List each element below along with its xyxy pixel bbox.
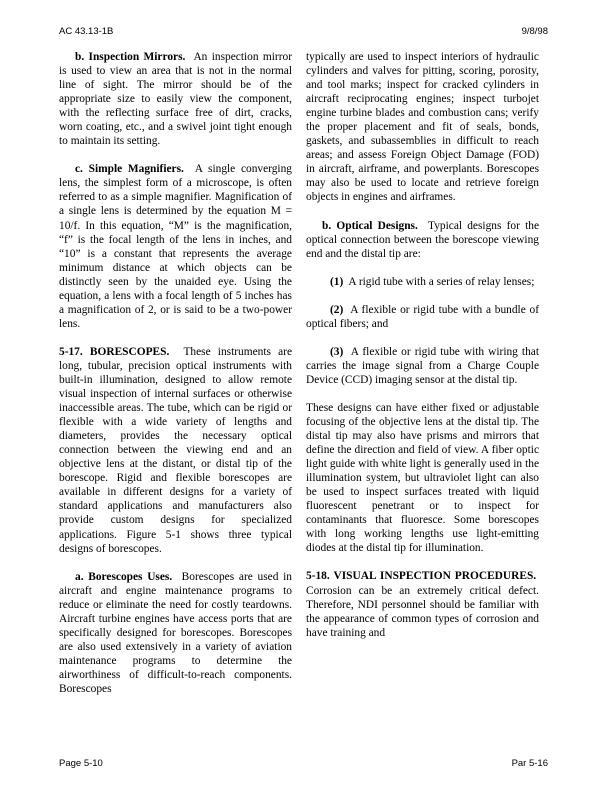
paragraph-heading: b. Optical Designs. (322, 219, 418, 232)
left-column (59, 50, 292, 710)
paragraph-text: Borescopes are used in aircraft and engine maintenance programs to reduce or eliminate the need for costly teardowns. Aircraft turbine engines have access ports that are specifically designed for borescopes. Borescopes are also used extensively in a variety of aviation maintenance programs to determine the airworthiness of difficult-to-reach components. Borescopes (59, 570, 292, 695)
list-item-relay-lenses (306, 275, 539, 289)
paragraph-reference: Par 5-16 (511, 758, 548, 769)
paragraph-text: An inspection mirror is used to view an area that is not in the normal line of sight. The mirror should be of the appropriate size to easily view the component, with the reflecting surface free of dirt, cracks, worn coating, etc., and a swivel joint tight enough to maintain its setting. (59, 51, 292, 148)
paragraph-inspection-mirrors (59, 50, 292, 148)
document-date: 9/8/98 (521, 26, 548, 37)
list-text: A rigid tube with a series of relay lenses; (348, 275, 535, 288)
paragraph-heading: c. Simple Magnifiers. (75, 163, 184, 176)
list-text: A flexible or rigid tube with wiring that carries the image signal from a Charge Couple Device (CCD) imaging sensor at the distal tip. (306, 345, 539, 386)
section-heading: 5-17. BORESCOPES. (59, 345, 170, 358)
list-number: (1) (330, 275, 344, 288)
paragraph-text: Typical designs for the optical connection between the borescope viewing end and the distal tip are: (306, 219, 540, 260)
right-column (306, 50, 539, 654)
paragraph-simple-magnifiers (59, 162, 292, 331)
paragraph-optical-designs (306, 219, 539, 261)
section-visual-inspection-procedures (306, 569, 539, 639)
paragraph-text: A single converging lens, the simplest form of a microscope, is often referred to as a simple magnifier. Magnification of a single lens is determined by the equation M = 10/f. In this equation, “M” is the magnification, “f” is the focal length of the lens in inches, and “10” is a constant that represents the average minimum distance at which objects can be distinctly seen by the unaided eye. Using the equation, a lens with a focal length of 5 inches has a magnification of 2, or is said to be a two-power lens. (59, 163, 292, 330)
paragraph-borescopes-uses (59, 570, 292, 696)
list-number: (2) (330, 303, 344, 316)
list-item-ccd-sensor (306, 345, 539, 387)
list-item-optical-fibers (306, 303, 539, 331)
paragraph-text: These designs can have either fixed or adjustable focusing of the objective lens at the distal tip. The distal tip may also have prisms and mirrors that define the direction and field of view. A fiber optic light guide with white light is generally used in the illumination system, but ultraviolet light can also be used to inspect surfaces treated with liquid fluorescent penetrant or to inspect for contaminants that fluoresce. Some borescopes with long working lengths use light-emitting diodes at the distal tip for illumination. (306, 401, 539, 555)
page-number: Page 5-10 (59, 758, 103, 769)
section-borescopes (59, 345, 292, 556)
list-number: (3) (330, 345, 344, 358)
paragraph-heading: a. Borescopes Uses. (75, 570, 173, 583)
paragraph-text: These instruments are long, tubular, precision optical instruments with built-in illumination, designed to allow remote visual inspection of internal surfaces or otherwise inaccessible areas. The tube, which can be rigid or flexible with a wide variety of lengths and diameters, provides the necessary optical connection between the viewing end and an objective lens at the distant, or distal tip of the borescope. Rigid and flexible borescopes are available in different designs for a variety of standard applications and manufacturers also provide custom designs for specialized applications. Figure 5-1 shows three typical designs of borescopes. (59, 345, 293, 555)
paragraph-focusing (306, 401, 539, 556)
section-heading: 5-18. VISUAL INSPECTION PROCEDURES. (306, 570, 537, 583)
paragraph-heading: b. Inspection Mirrors. (75, 51, 186, 63)
document-number: AC 43.13-1B (59, 26, 114, 37)
paragraph-text: Corrosion can be an extremely critical defect. Therefore, NDI personnel should be familiar with the appearance of common types of corrosion and have training and (306, 584, 539, 639)
list-text: A flexible or rigid tube with a bundle of optical fibers; and (306, 303, 540, 330)
paragraph-text: typically are used to inspect interiors of hydraulic cylinders and valves for pitting, scoring, porosity, and tool marks; inspect for cracked cylinders in aircraft reciprocating engines; inspect turbojet engine turbine blades and combustion cans; verify the proper placement and fit of seals, bonds, gaskets, and subassemblies in difficult to reach areas; and assess Foreign Object Damage (FOD) in aircraft, airframe, and powerplants. Borescopes may also be used to locate and retrieve foreign objects in engines and airframes. (306, 51, 539, 204)
paragraph-borescopes-continued (306, 50, 539, 205)
